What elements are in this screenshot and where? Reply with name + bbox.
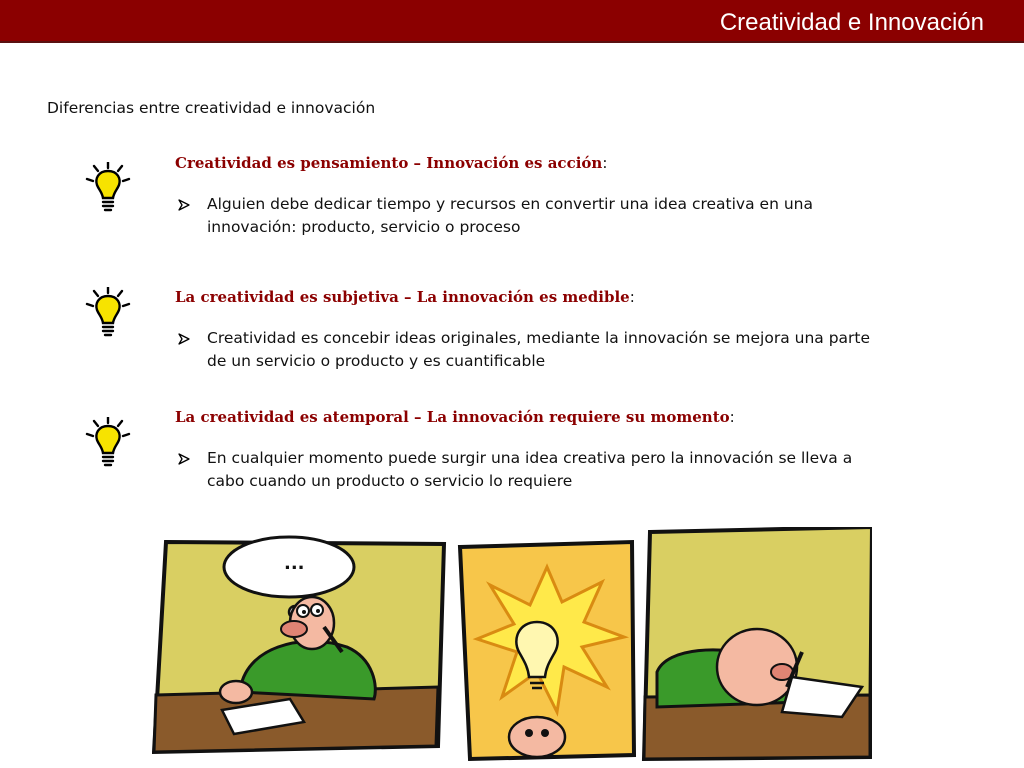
difference-point-3 — [175, 407, 885, 493]
bullet-item: En cualquier momento puede surgir una idea creativa pero la innovación se lleva a cabo cuando un producto o servicio lo requiere — [175, 447, 885, 493]
slide-subtitle: Diferencias entre creatividad e innovación — [47, 99, 376, 117]
thought-bubble-text: ... — [284, 553, 305, 574]
bullet-arrow-icon — [178, 333, 190, 345]
header-bar — [0, 0, 1024, 43]
slide-title: Creatividad e Innovación — [719, 9, 984, 36]
comic-panel-writing — [644, 527, 872, 759]
point-heading: La creatividad es atemporal – La innovación requiere su momento: — [175, 408, 735, 426]
bullet-item: Creatividad es concebir ideas originales, mediante la innovación se mejora una parte de un servicio o producto y es cuantificable — [175, 327, 885, 373]
comic-panel-idea — [460, 542, 634, 759]
comic-panel-thinking — [154, 537, 444, 752]
point-heading: Creatividad es pensamiento – Innovación es acción: — [175, 154, 608, 172]
difference-point-1 — [175, 153, 885, 239]
comic-illustration — [152, 527, 872, 768]
bullet-item: Alguien debe dedicar tiempo y recursos en convertir una idea creativa en una innovación: producto, servicio o proceso — [175, 193, 885, 239]
bullet-arrow-icon — [178, 453, 190, 465]
lightbulb-icon — [85, 287, 135, 339]
lightbulb-icon — [85, 162, 135, 214]
lightbulb-icon — [85, 417, 135, 469]
bullet-arrow-icon — [178, 199, 190, 211]
point-heading: La creatividad es subjetiva – La innovación es medible: — [175, 288, 635, 306]
difference-point-2 — [175, 287, 885, 373]
